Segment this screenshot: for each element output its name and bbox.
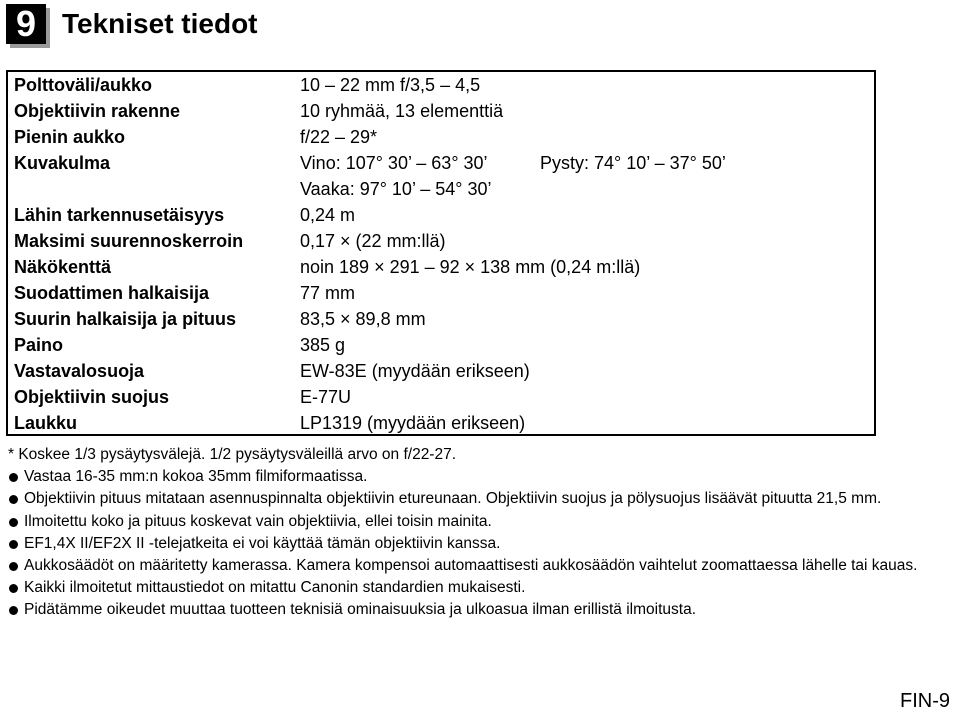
spec-row-max-magnification (8, 228, 874, 254)
note-text: Aukkosäädöt on määritetty kamerassa. Kamera kompensoi automaattisesti aukkosäädön vaihtelut zoomattaessa lähelle tai kauas. (24, 557, 918, 575)
spec-label: Vastavalosuoja (14, 361, 145, 381)
note-text: EF1,4X II/EF2X II -telejatkeita ei voi käyttää tämän objektiivin kanssa. (24, 534, 501, 552)
spec-value-vertical: Pysty: 74° 10’ – 37° 50’ (540, 153, 726, 173)
spec-value: 77 mm (300, 283, 356, 303)
spec-value: Vaaka: 97° 10’ – 54° 30’ (300, 179, 492, 199)
notes-list (8, 444, 928, 622)
spec-table (6, 70, 876, 436)
bullet-icon (9, 606, 18, 615)
page-title: Tekniset tiedot (62, 8, 258, 39)
note-text: Kaikki ilmoitetut mittaustiedot on mitattu Canonin standardien mukaisesti. (24, 579, 526, 597)
spec-row-angle-of-view (8, 150, 874, 176)
spec-value: LP1319 (myydään erikseen) (300, 413, 526, 433)
spec-row-lens-cap (8, 384, 874, 410)
spec-label: Maksimi suurennoskerroin (14, 231, 244, 251)
note-text: Pidätämme oikeudet muuttaa tuotteen teknisiä ominaisuuksia ja ulkoasua ilman erillistä ilmoitusta. (24, 601, 697, 619)
bullet-icon (9, 562, 18, 571)
chapter-number: 9 (15, 3, 37, 44)
spec-value: 10 – 22 mm f/3,5 – 4,5 (300, 75, 481, 95)
spec-label: Polttoväli/aukko (14, 75, 153, 95)
spec-row-max-diameter-length (8, 306, 874, 332)
list-item (8, 599, 928, 621)
spec-value: f/22 – 29* (300, 127, 378, 147)
list-item (8, 555, 928, 577)
note-text: Ilmoitettu koko ja pituus koskevat vain objektiivia, ellei toisin mainita. (24, 512, 492, 530)
spec-row-angle-of-view-horizontal (8, 176, 874, 202)
page-number: FIN-9 (900, 690, 950, 712)
note-text: Objektiivin pituus mitataan asennuspinnalta objektiivin etureunaan. Objektiivin suojus ja pölysuojus lisäävät pituutta 21,5 mm. (24, 490, 882, 508)
spec-label: Suurin halkaisija ja pituus (14, 309, 237, 329)
spec-label: Lähin tarkennusetäisyys (14, 205, 225, 225)
spec-label: Objektiivin suojus (14, 387, 170, 407)
chapter-number-badge (6, 4, 46, 44)
spec-row-lens-hood (8, 358, 874, 384)
spec-row-field-of-view (8, 254, 874, 280)
bullet-icon (9, 495, 18, 504)
spec-row-closest-focus (8, 202, 874, 228)
note-text: Vastaa 16-35 mm:n kokoa 35mm filmiformaatissa. (24, 468, 368, 486)
spec-value: 10 ryhmää, 13 elementtiä (300, 101, 504, 121)
list-item (8, 511, 928, 533)
spec-value: 0,24 m (300, 205, 356, 225)
spec-label: Näkökenttä (14, 257, 112, 277)
spec-label: Objektiivin rakenne (14, 101, 181, 121)
spec-row-focal-length (8, 72, 874, 98)
list-item (8, 488, 928, 510)
bullet-icon (9, 473, 18, 482)
footnote: * Koskee 1/3 pysäytysvälejä. 1/2 pysäytysväleillä arvo on f/22-27. (8, 446, 457, 463)
bullet-icon (9, 584, 18, 593)
spec-label: Paino (14, 335, 64, 355)
spec-label: Kuvakulma (14, 153, 111, 173)
list-item (8, 577, 928, 599)
spec-value: EW-83E (myydään erikseen) (300, 361, 530, 381)
spec-row-lens-construction (8, 98, 874, 124)
spec-label: Laukku (14, 413, 78, 433)
spec-label: Pienin aukko (14, 127, 126, 147)
bullet-icon (9, 540, 18, 549)
spec-row-weight (8, 332, 874, 358)
spec-label: Suodattimen halkaisija (14, 283, 210, 303)
spec-row-case (8, 410, 874, 436)
list-item (8, 466, 928, 488)
spec-value: E-77U (300, 387, 352, 407)
spec-row-filter-diameter (8, 280, 874, 306)
spec-value: noin 189 × 291 – 92 × 138 mm (0,24 m:llä) (300, 257, 641, 277)
bullet-icon (9, 518, 18, 527)
spec-value: 83,5 × 89,8 mm (300, 309, 426, 329)
spec-row-min-aperture (8, 124, 874, 150)
spec-value: 0,17 × (22 mm:llä) (300, 231, 446, 251)
spec-value: Vino: 107° 30’ – 63° 30’ (300, 153, 488, 173)
spec-value: 385 g (300, 335, 346, 355)
list-item (8, 533, 928, 555)
